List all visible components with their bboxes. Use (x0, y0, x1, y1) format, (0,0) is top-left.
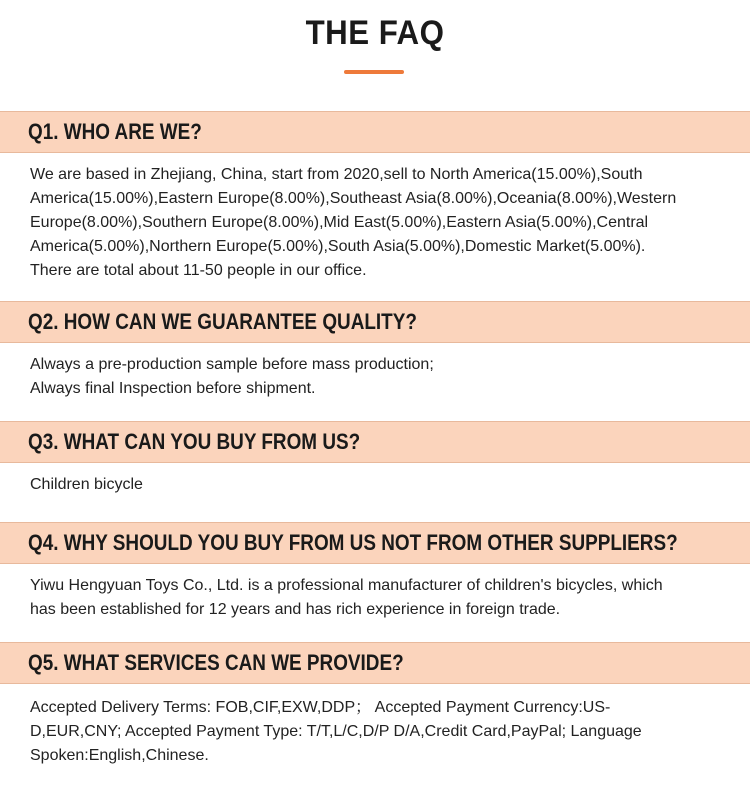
answer-line: D,EUR,CNY; Accepted Payment Type: T/T,L/C,D/P D/A,Credit Card,PayPal; Language (30, 723, 642, 740)
answer-line: has been established for 12 years and has rich experience in foreign trade. (30, 601, 561, 618)
faq-answer (0, 564, 750, 622)
faq-question: Q1. WHO ARE WE? (28, 119, 202, 144)
faq-answer (0, 463, 750, 497)
answer-line: Yiwu Hengyuan Toys Co., Ltd. is a professional manufacturer of children's bicycles, which (30, 577, 663, 594)
answer-line: Children bicycle (30, 476, 143, 493)
faq-answer (0, 153, 750, 283)
faq-question-bar (0, 421, 750, 463)
answer-line: America(5.00%),Northern Europe(5.00%),South Asia(5.00%),Domestic Market(5.00%). (30, 238, 646, 255)
answer-line: America(15.00%),Eastern Europe(8.00%),Southeast Asia(8.00%),Oceania(8.00%),Western (30, 190, 677, 207)
faq-answer (0, 684, 750, 768)
faq-question-bar (0, 301, 750, 343)
faq-question-bar (0, 111, 750, 153)
answer-line: Europe(8.00%),Southern Europe(8.00%),Mid East(5.00%),Eastern Asia(5.00%),Central (30, 214, 649, 231)
title-underline (344, 70, 404, 74)
answer-line: There are total about 11-50 people in our office. (30, 262, 367, 279)
page-title: THE FAQ (305, 14, 445, 52)
faq-item-5 (0, 642, 750, 792)
faq-item-3 (0, 421, 750, 522)
faq-question: Q5. WHAT SERVICES CAN WE PROVIDE? (28, 650, 404, 675)
answer-line: Always a pre-production sample before mass production; (30, 356, 434, 373)
faq-question-bar (0, 522, 750, 564)
faq-question-bar (0, 642, 750, 684)
answer-line: Accepted Delivery Terms: FOB,CIF,EXW,DDP； Accepted Payment Currency:US- (30, 699, 611, 716)
faq-question: Q4. WHY SHOULD YOU BUY FROM US NOT FROM OTHER SUPPLIERS? (28, 530, 678, 555)
answer-line: Always final Inspection before shipment. (30, 380, 316, 397)
faq-question: Q3. WHAT CAN YOU BUY FROM US? (28, 429, 361, 454)
faq-item-1 (0, 111, 750, 301)
answer-line: We are based in Zhejiang, China, start from 2020,sell to North America(15.00%),South (30, 166, 643, 183)
answer-line: Spoken:English,Chinese. (30, 747, 209, 764)
faq-answer (0, 343, 750, 401)
faq-item-4 (0, 522, 750, 642)
faq-item-2 (0, 301, 750, 421)
faq-list (0, 111, 750, 792)
faq-question: Q2. HOW CAN WE GUARANTEE QUALITY? (28, 309, 417, 334)
